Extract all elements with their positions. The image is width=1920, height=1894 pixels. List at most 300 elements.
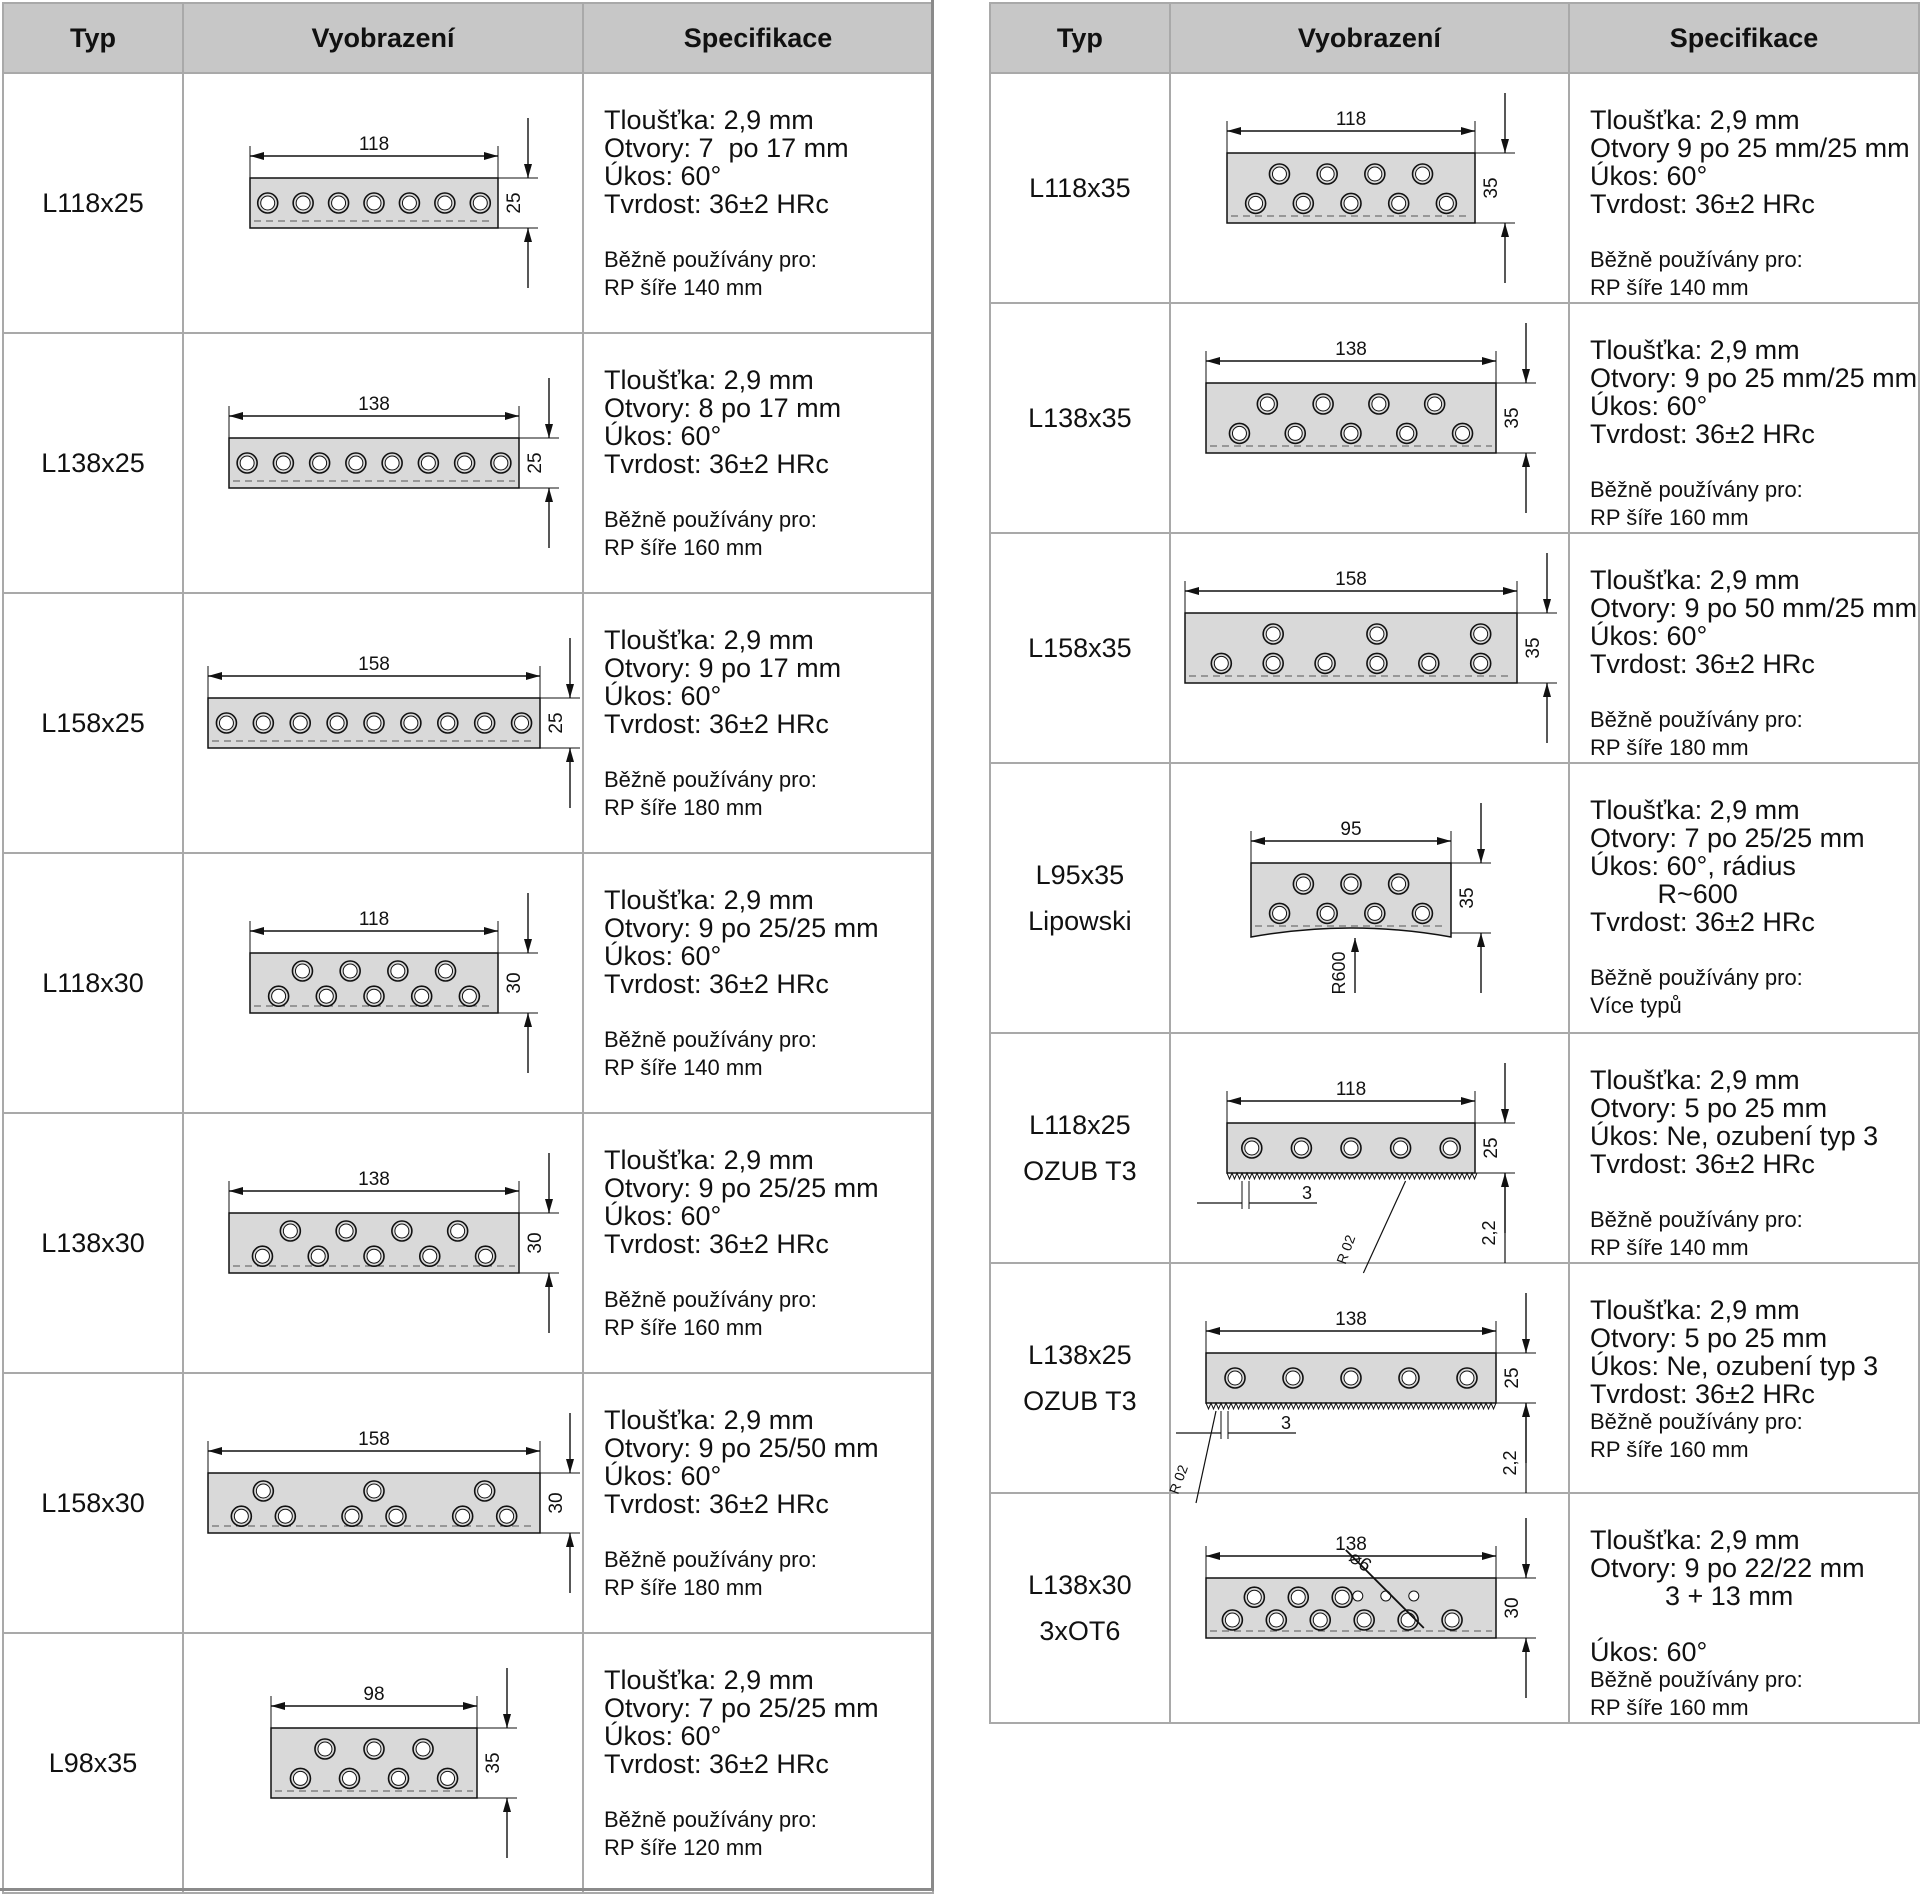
- spec-line: Tloušťka: 2,9 mm: [1589, 1065, 1800, 1095]
- height-label: 25: [1501, 1367, 1523, 1389]
- spec-line: Tloušťka: 2,9 mm: [1589, 1525, 1800, 1555]
- typ-cell: [3, 1373, 183, 1633]
- plate-drawing: [184, 74, 584, 332]
- spec-gap: [604, 998, 932, 1026]
- usage-line: RP šíře 180 mm: [604, 1575, 763, 1600]
- spec-gap: [1590, 1178, 1918, 1206]
- left-table-bottom-border: [0, 1888, 934, 1891]
- usage-line: Běžně používány pro:: [604, 767, 817, 792]
- width-label: 138: [1334, 1309, 1367, 1330]
- usage-line: Běžně používány pro:: [604, 247, 817, 272]
- hole-inner: [1439, 196, 1453, 210]
- table-header-row: [990, 3, 1919, 73]
- typ-label: OZUB T3: [1023, 1156, 1137, 1186]
- arrow-head: [1501, 1109, 1509, 1123]
- width-label: 95: [1340, 819, 1362, 840]
- arrow-head: [526, 1447, 540, 1455]
- hole-inner: [1316, 397, 1330, 411]
- table-row: [3, 1373, 933, 1633]
- hole-inner: [462, 989, 476, 1003]
- arrow-head: [1543, 683, 1551, 697]
- arrow-head: [1482, 1552, 1496, 1560]
- arrow-head: [526, 672, 540, 680]
- radius-leader: [1363, 1181, 1405, 1273]
- typ-cell: [990, 1263, 1170, 1493]
- usage-line: Běžně používány pro:: [604, 507, 817, 532]
- typ-label: 3xOT6: [1039, 1616, 1121, 1646]
- hole-inner: [234, 1509, 248, 1523]
- width-label: 118: [358, 134, 390, 155]
- spec-line: Úkos: 60°: [1589, 621, 1708, 651]
- table-row: [990, 1033, 1919, 1263]
- hole-inner: [1247, 1590, 1261, 1604]
- hole-inner: [1291, 1590, 1305, 1604]
- hole-inner: [1266, 627, 1280, 641]
- typ-label: L118x30: [42, 968, 144, 998]
- hole-inner: [1344, 877, 1358, 891]
- spec-cell: [583, 593, 933, 853]
- hole-inner: [1313, 1613, 1327, 1627]
- usage-line: RP šíře 180 mm: [604, 795, 763, 820]
- table-row: [990, 763, 1919, 1033]
- hole-inner: [1286, 1371, 1300, 1385]
- usage-line: RP šíře 140 mm: [1589, 275, 1749, 300]
- spec-cell: [1569, 1493, 1919, 1723]
- hole-inner: [458, 456, 472, 470]
- spec-cell: [583, 1633, 933, 1893]
- spec-gap: [604, 1518, 932, 1546]
- spec-line: Úkos: Ne, ozubení typ 3: [1589, 1121, 1879, 1151]
- width-label: 138: [1334, 1534, 1367, 1555]
- spec-line: Úkos: 60°: [1589, 161, 1708, 191]
- table-row: [990, 1493, 1919, 1723]
- hole-inner: [367, 716, 381, 730]
- hole-inner: [345, 1509, 359, 1523]
- hole-inner: [494, 456, 508, 470]
- arrow-head: [463, 1702, 477, 1710]
- table-row: [3, 1633, 933, 1893]
- spec-gap: [1590, 936, 1918, 964]
- spec-line: Tloušťka: 2,9 mm: [1589, 335, 1800, 365]
- header-specifikace: Specifikace: [583, 3, 933, 73]
- typ-label: L118x35: [1029, 173, 1131, 203]
- hole-inner: [1248, 196, 1262, 210]
- plate-drawing: [1171, 304, 1571, 532]
- spec-line: Tloušťka: 2,9 mm: [604, 1405, 814, 1435]
- spec-line: Otvory: 9 po 50 mm/25 mm: [1589, 593, 1918, 623]
- hole-inner: [478, 716, 492, 730]
- hole-inner: [367, 1249, 381, 1263]
- arrow-head: [208, 1447, 222, 1455]
- typ-cell: [990, 533, 1170, 763]
- spec-line: Úkos: 60°: [604, 681, 722, 711]
- height-label: 30: [525, 1232, 546, 1254]
- spec-line: R~600: [1589, 879, 1738, 909]
- table-row: [990, 533, 1919, 763]
- usage-line: RP šíře 160 mm: [1589, 505, 1749, 530]
- spec-line: Otvory: 7 po 25/25 mm: [1589, 823, 1865, 853]
- plate-drawing: [1171, 534, 1571, 762]
- spec-gap: [604, 1778, 932, 1806]
- plate-body: [1227, 153, 1475, 223]
- pitch-label: 3: [1301, 1183, 1312, 1203]
- hole-inner: [395, 1224, 409, 1238]
- drawing-cell: [183, 73, 583, 333]
- spec-gap: [604, 478, 932, 506]
- hole-inner: [1393, 1141, 1407, 1155]
- hole-inner: [318, 1742, 332, 1756]
- spec-line: Otvory: 9 po 25/25 mm: [604, 1173, 879, 1203]
- plate-drawing: [184, 1374, 584, 1632]
- typ-cell: [990, 303, 1170, 533]
- spec-cell: [1569, 1033, 1919, 1263]
- hole-inner: [219, 716, 233, 730]
- plate-drawing: [184, 854, 584, 1112]
- spec-cell: [583, 333, 933, 593]
- spec-cell: [583, 73, 933, 333]
- typ-label: L158x35: [1028, 633, 1132, 663]
- hole-inner: [515, 716, 529, 730]
- plate-body: [1206, 1578, 1496, 1638]
- hole-inner: [256, 1484, 270, 1498]
- arrow-head: [250, 927, 264, 935]
- hole-inner: [1422, 656, 1436, 670]
- typ-label: L138x35: [1028, 403, 1132, 433]
- arrow-head: [1206, 1552, 1220, 1560]
- hole-inner: [1445, 1613, 1459, 1627]
- left-table-right-border: [931, 0, 934, 1891]
- spec-line: Otvory: 9 po 25/25 mm: [604, 913, 879, 943]
- hole-inner: [389, 1509, 403, 1523]
- typ-cell: [990, 1493, 1170, 1723]
- usage-line: Běžně používány pro:: [1589, 965, 1803, 990]
- hole-inner: [1344, 426, 1358, 440]
- table-row: [3, 333, 933, 593]
- hole-inner: [478, 1484, 492, 1498]
- hole-inner: [293, 1771, 307, 1785]
- hole-inner: [1415, 906, 1429, 920]
- height-label: 30: [1501, 1597, 1523, 1619]
- hole-inner: [415, 989, 429, 1003]
- small-hole: [1353, 1591, 1363, 1601]
- arrow-head: [229, 1187, 243, 1195]
- arrow-head: [1251, 837, 1265, 845]
- hole-inner: [473, 196, 487, 210]
- hole-inner: [295, 964, 309, 978]
- hole-inner: [1245, 1141, 1259, 1155]
- spec-line: Tloušťka: 2,9 mm: [604, 105, 814, 135]
- tooth-height-label: 2,2: [1499, 1450, 1520, 1476]
- arrow-head: [250, 152, 264, 160]
- right-spec-table: [989, 2, 1920, 1724]
- usage-line: RP šíře 140 mm: [604, 1055, 763, 1080]
- spec-line: Tvrdost: 36±2 HRc: [604, 709, 829, 739]
- plate-body: [1185, 613, 1517, 683]
- typ-label: L118x25: [42, 188, 144, 218]
- spec-line: Tvrdost: 36±2 HRc: [1589, 189, 1815, 219]
- arrow-head: [524, 939, 532, 953]
- height-label: 30: [546, 1492, 567, 1514]
- drawing-cell: [1170, 303, 1569, 533]
- plate-body: [250, 953, 498, 1013]
- header-typ: Typ: [3, 3, 183, 73]
- usage-line: Běžně používány pro:: [1589, 247, 1803, 272]
- radius-leader: [1196, 1411, 1216, 1503]
- arrow-head: [524, 228, 532, 242]
- hole-inner: [1415, 167, 1429, 181]
- width-label: 118: [1335, 109, 1366, 130]
- hole-inner: [402, 196, 416, 210]
- hole-inner: [1294, 1141, 1308, 1155]
- spec-line: Úkos: 60°, rádius: [1589, 851, 1796, 881]
- spec-line: Otvory: 7 po 17 mm: [604, 133, 849, 163]
- pitch-label: 3: [1280, 1413, 1291, 1433]
- drawing-cell: [183, 593, 583, 853]
- hole-inner: [441, 716, 455, 730]
- arrow-head: [1522, 369, 1530, 383]
- width-label: 98: [363, 1684, 385, 1705]
- height-label: 35: [483, 1752, 504, 1774]
- plate-drawing: [184, 1634, 584, 1892]
- spec-line: Tvrdost: 36±2 HRc: [604, 1489, 829, 1519]
- hole-inner: [261, 196, 275, 210]
- typ-label: Lipowski: [1028, 906, 1132, 936]
- table-header-row: [3, 3, 933, 73]
- drawing-cell: [183, 1373, 583, 1633]
- arrow-head: [545, 1199, 553, 1213]
- arrow-head: [545, 1273, 553, 1287]
- small-hole: [1409, 1591, 1419, 1601]
- arrow-head: [1522, 1638, 1530, 1652]
- arrow-head: [1461, 127, 1475, 135]
- height-label: 35: [1480, 177, 1502, 199]
- arrow-head: [1206, 1327, 1220, 1335]
- arrow-head: [1227, 1097, 1241, 1105]
- hole-inner: [1391, 196, 1405, 210]
- hole-inner: [296, 196, 310, 210]
- hole-inner: [1455, 426, 1469, 440]
- hole-inner: [1214, 656, 1228, 670]
- hole-inner: [367, 1484, 381, 1498]
- spec-cell: [583, 1373, 933, 1633]
- drawing-cell: [1170, 73, 1569, 303]
- spec-line: Otvory: 9 po 25 mm/25 mm: [1589, 363, 1918, 393]
- height-label: 25: [525, 452, 546, 474]
- arrow-head: [484, 927, 498, 935]
- hole-inner: [1296, 877, 1310, 891]
- width-label: 138: [358, 394, 390, 415]
- width-label: 118: [358, 909, 390, 930]
- hole-inner: [255, 1249, 269, 1263]
- hole-inner: [339, 1224, 353, 1238]
- spec-line: Tloušťka: 2,9 mm: [604, 365, 814, 395]
- spec-line: Úkos: 60°: [1589, 391, 1708, 421]
- drawing-cell: [1170, 1493, 1569, 1723]
- hole-inner: [276, 456, 290, 470]
- plate-drawing: [1165, 1264, 1571, 1497]
- spec-line: Úkos: 60°: [604, 941, 722, 971]
- spec-line: Tloušťka: 2,9 mm: [1589, 795, 1800, 825]
- spec-line: Tvrdost: 36±2 HRc: [1589, 649, 1815, 679]
- plate-body: [1206, 383, 1496, 453]
- header-typ: Typ: [990, 3, 1170, 73]
- drawing-cell: [1170, 763, 1569, 1033]
- arrow-head: [1522, 453, 1530, 467]
- typ-cell: [3, 333, 183, 593]
- hole-inner: [367, 196, 381, 210]
- drawing-cell: [1165, 1263, 1569, 1497]
- arrow-head: [566, 748, 574, 762]
- hole-inner: [1335, 1590, 1349, 1604]
- header-specifikace: Specifikace: [1569, 3, 1919, 73]
- hole-inner: [479, 1249, 493, 1263]
- arrow-head: [1437, 837, 1451, 845]
- drawing-cell: [183, 1113, 583, 1373]
- radius-label: R600: [1328, 951, 1349, 995]
- hole-inner: [1460, 1371, 1474, 1385]
- hole-inner: [278, 1509, 292, 1523]
- diameter-label: ⌀6: [1344, 1546, 1375, 1577]
- typ-label: L118x25: [1029, 1110, 1131, 1140]
- spec-line: Tvrdost: 36±2 HRc: [604, 449, 829, 479]
- hole-inner: [342, 1771, 356, 1785]
- spec-line: Úkos: 60°: [1589, 1637, 1708, 1667]
- arrow-head: [545, 488, 553, 502]
- hole-inner: [392, 1771, 406, 1785]
- spec-line: Tloušťka: 2,9 mm: [1589, 105, 1800, 135]
- spec-cell: [1569, 1263, 1919, 1493]
- plate-body: [229, 1213, 519, 1273]
- hole-inner: [1370, 656, 1384, 670]
- spec-line: Úkos: 60°: [604, 161, 722, 191]
- hole-inner: [1228, 1371, 1242, 1385]
- usage-line: Běžně používány pro:: [604, 1027, 817, 1052]
- spec-line: Otvory: 9 po 22/22 mm: [1589, 1553, 1865, 1583]
- teeth-edge: [1227, 1173, 1477, 1179]
- typ-cell: [990, 763, 1170, 1033]
- radius-label: R 02: [1165, 1462, 1191, 1497]
- arrow-head: [566, 684, 574, 698]
- usage-line: RP šíře 180 mm: [1589, 735, 1749, 760]
- usage-line: RP šíře 120 mm: [604, 1835, 763, 1860]
- usage-line: Běžně používány pro:: [604, 1547, 817, 1572]
- arrow-head: [1501, 139, 1509, 153]
- spec-line: Úkos: 60°: [604, 1201, 722, 1231]
- height-label: 25: [1480, 1137, 1502, 1159]
- typ-label: OZUB T3: [1023, 1386, 1137, 1416]
- arrow-head: [524, 164, 532, 178]
- spec-line: Tloušťka: 2,9 mm: [604, 1145, 814, 1175]
- hole-inner: [1368, 167, 1382, 181]
- typ-label: L158x30: [41, 1488, 145, 1518]
- spec-line: Úkos: 60°: [604, 1461, 722, 1491]
- width-label: 158: [1334, 569, 1367, 590]
- hole-inner: [1400, 426, 1414, 440]
- plate-drawing: [1171, 1034, 1571, 1267]
- spec-line: Otvory: 5 po 25 mm: [1589, 1323, 1828, 1353]
- hole-inner: [1368, 906, 1382, 920]
- hole-inner: [1344, 196, 1358, 210]
- plate-drawing: [1171, 764, 1571, 1032]
- spec-line: Běžně používány pro:: [1589, 1409, 1803, 1434]
- spec-line: 3 + 13 mm: [1589, 1581, 1794, 1611]
- typ-label: L95x35: [1035, 860, 1125, 890]
- drawing-cell: [183, 333, 583, 593]
- hole-inner: [1401, 1613, 1415, 1627]
- arrow-head: [1477, 933, 1485, 947]
- typ-label: L138x30: [41, 1228, 145, 1258]
- arrow-head: [566, 1459, 574, 1473]
- hole-inner: [1344, 1371, 1358, 1385]
- usage-line: Běžně používány pro:: [1589, 1207, 1803, 1232]
- hole-inner: [404, 716, 418, 730]
- width-label: 158: [358, 654, 390, 675]
- spec-gap: [1590, 218, 1918, 246]
- hole-inner: [1225, 1613, 1239, 1627]
- spec-gap: [604, 1258, 932, 1286]
- arrow-head: [524, 1013, 532, 1027]
- hole-inner: [1443, 1141, 1457, 1155]
- typ-cell: [3, 593, 183, 853]
- arrow-head: [484, 152, 498, 160]
- drawing-cell: [183, 1633, 583, 1893]
- hole-inner: [500, 1509, 514, 1523]
- arrow-head: [271, 1702, 285, 1710]
- usage-line: RP šíře 160 mm: [604, 1315, 763, 1340]
- hole-inner: [1272, 906, 1286, 920]
- typ-cell: [990, 1033, 1170, 1263]
- table-row: [3, 73, 933, 333]
- hole-inner: [439, 964, 453, 978]
- hole-inner: [441, 1771, 455, 1785]
- spec-line: Úkos: Ne, ozubení typ 3: [1589, 1351, 1879, 1381]
- usage-line: Běžně používány pro:: [1589, 477, 1803, 502]
- spec-line: RP šíře 160 mm: [1589, 1695, 1749, 1720]
- hole-inner: [343, 964, 357, 978]
- width-label: 138: [1334, 339, 1367, 360]
- arrow-head: [1461, 1097, 1475, 1105]
- hole-inner: [1473, 656, 1487, 670]
- arrow-head: [545, 424, 553, 438]
- spec-gap: [604, 738, 932, 766]
- header-vyobrazeni: Vyobrazení: [183, 3, 583, 73]
- arrow-head: [1206, 357, 1220, 365]
- hole-inner: [332, 196, 346, 210]
- typ-cell: [3, 73, 183, 333]
- header-vyobrazeni: Vyobrazení: [1170, 3, 1569, 73]
- spec-cell: [1569, 73, 1919, 303]
- spec-line: Tvrdost: 36±2 HRc: [1589, 1379, 1815, 1409]
- arrow-head: [1227, 127, 1241, 135]
- width-label: 138: [358, 1169, 390, 1190]
- hole-inner: [1344, 1141, 1358, 1155]
- spec-line: Otvory: 8 po 17 mm: [604, 393, 842, 423]
- typ-cell: [3, 853, 183, 1113]
- arrow-head: [229, 412, 243, 420]
- usage-line: Více typů: [1589, 993, 1682, 1018]
- table-row: [3, 853, 933, 1113]
- hole-inner: [1320, 906, 1334, 920]
- typ-cell: [3, 1633, 183, 1893]
- hole-inner: [272, 989, 286, 1003]
- typ-label: L138x25: [1028, 1340, 1132, 1370]
- hole-inner: [240, 456, 254, 470]
- spec-gap: [1590, 448, 1918, 476]
- spec-line: Tloušťka: 2,9 mm: [604, 885, 814, 915]
- spec-cell: [1569, 303, 1919, 533]
- hole-inner: [1272, 167, 1286, 181]
- hole-inner: [1296, 196, 1310, 210]
